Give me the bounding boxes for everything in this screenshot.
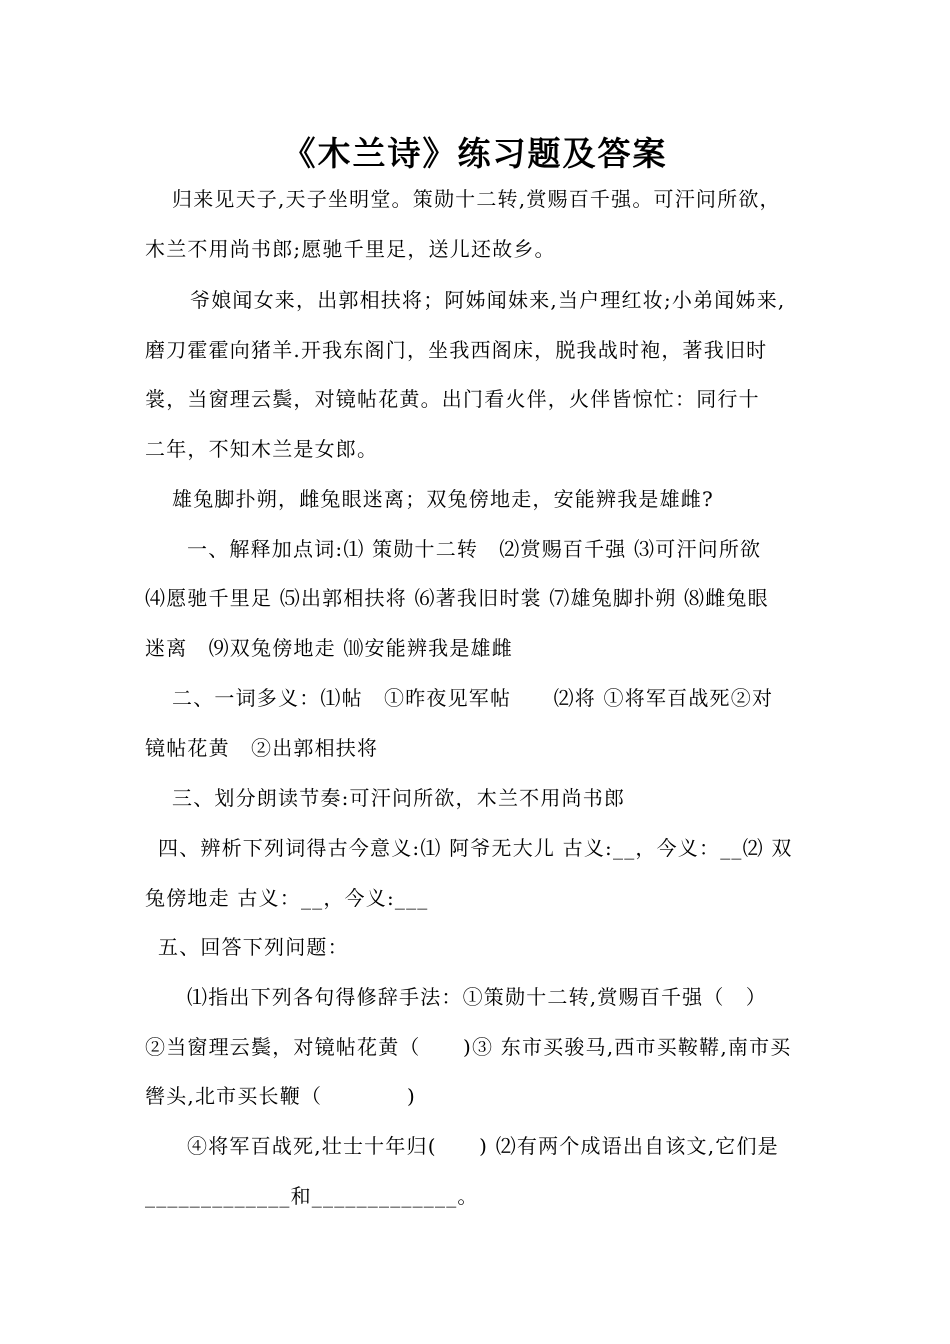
text-line: 爷娘闻女来，出郭相扶将；阿姊闻妹来,当户理红妆;小弟闻姊来, [190, 288, 786, 312]
text-line: 雄兔脚扑朔，雌兔眼迷离；双兔傍地走，安能辨我是雄雌? [172, 487, 714, 511]
text-line: 磨刀霍霍向猪羊.开我东阁门，坐我西阁床，脱我战时袍，著我旧时 [145, 338, 768, 362]
text-line: 辔头,北市买长鞭（ ) [145, 1084, 416, 1108]
text-line: 木兰不用尚书郎;愿驰千里足，送儿还故乡。 [145, 237, 556, 261]
text-line: ⑴指出下列各句得修辞手法：①策勋十二转,赏赐百千强（ ） [187, 985, 767, 1009]
text-line: 四、辨析下列词得古今意义:⑴ 阿爷无大儿 古义:__，今义：__⑵ 双 [158, 836, 793, 860]
text-line: 三、划分朗读节奏:可汗问所欲，木兰不用尚书郎 [172, 786, 626, 810]
text-line: 兔傍地走 古义：__，今义:___ [145, 886, 429, 910]
text-line: _____________和_____________。 [145, 1184, 479, 1208]
text-line: 迷离 ⑼双兔傍地走 ⑽安能辨我是雄雌 [145, 636, 513, 660]
text-line: 裳，当窗理云鬓，对镜帖花黄。出门看火伴，火伴皆惊忙：同行十 [145, 387, 760, 411]
text-line: 归来见天子,天子坐明堂。策勋十二转,赏赐百千强。可汗问所欲， [172, 187, 781, 211]
text-line: 二、一词多义：⑴帖 ①昨夜见军帖 ⑵将 ①将军百战死②对 [172, 686, 774, 710]
text-line: ④将军百战死,壮士十年归( ) ⑵有两个成语出自该文,它们是 [187, 1134, 779, 1158]
text-line: ②当窗理云鬓，对镜帖花黄（ )③ 东市买骏马,西市买鞍鞯,南市买 [145, 1035, 792, 1059]
document-title: 《木兰诗》练习题及答案 [282, 134, 668, 173]
text-line: 一、解释加点词:⑴ 策勋十二转 ⑵赏赐百千强 ⑶可汗问所欲 [187, 537, 762, 561]
text-line: 五、回答下列问题： [158, 935, 349, 959]
text-line: 镜帖花黄 ②出郭相扶将 [145, 736, 379, 760]
text-line: ⑷愿驰千里足 ⑸出郭相扶将 ⑹著我旧时裳 ⑺雄兔脚扑朔 ⑻雌兔眼 [145, 586, 769, 610]
text-line: 二年，不知木兰是女郎。 [145, 437, 379, 461]
